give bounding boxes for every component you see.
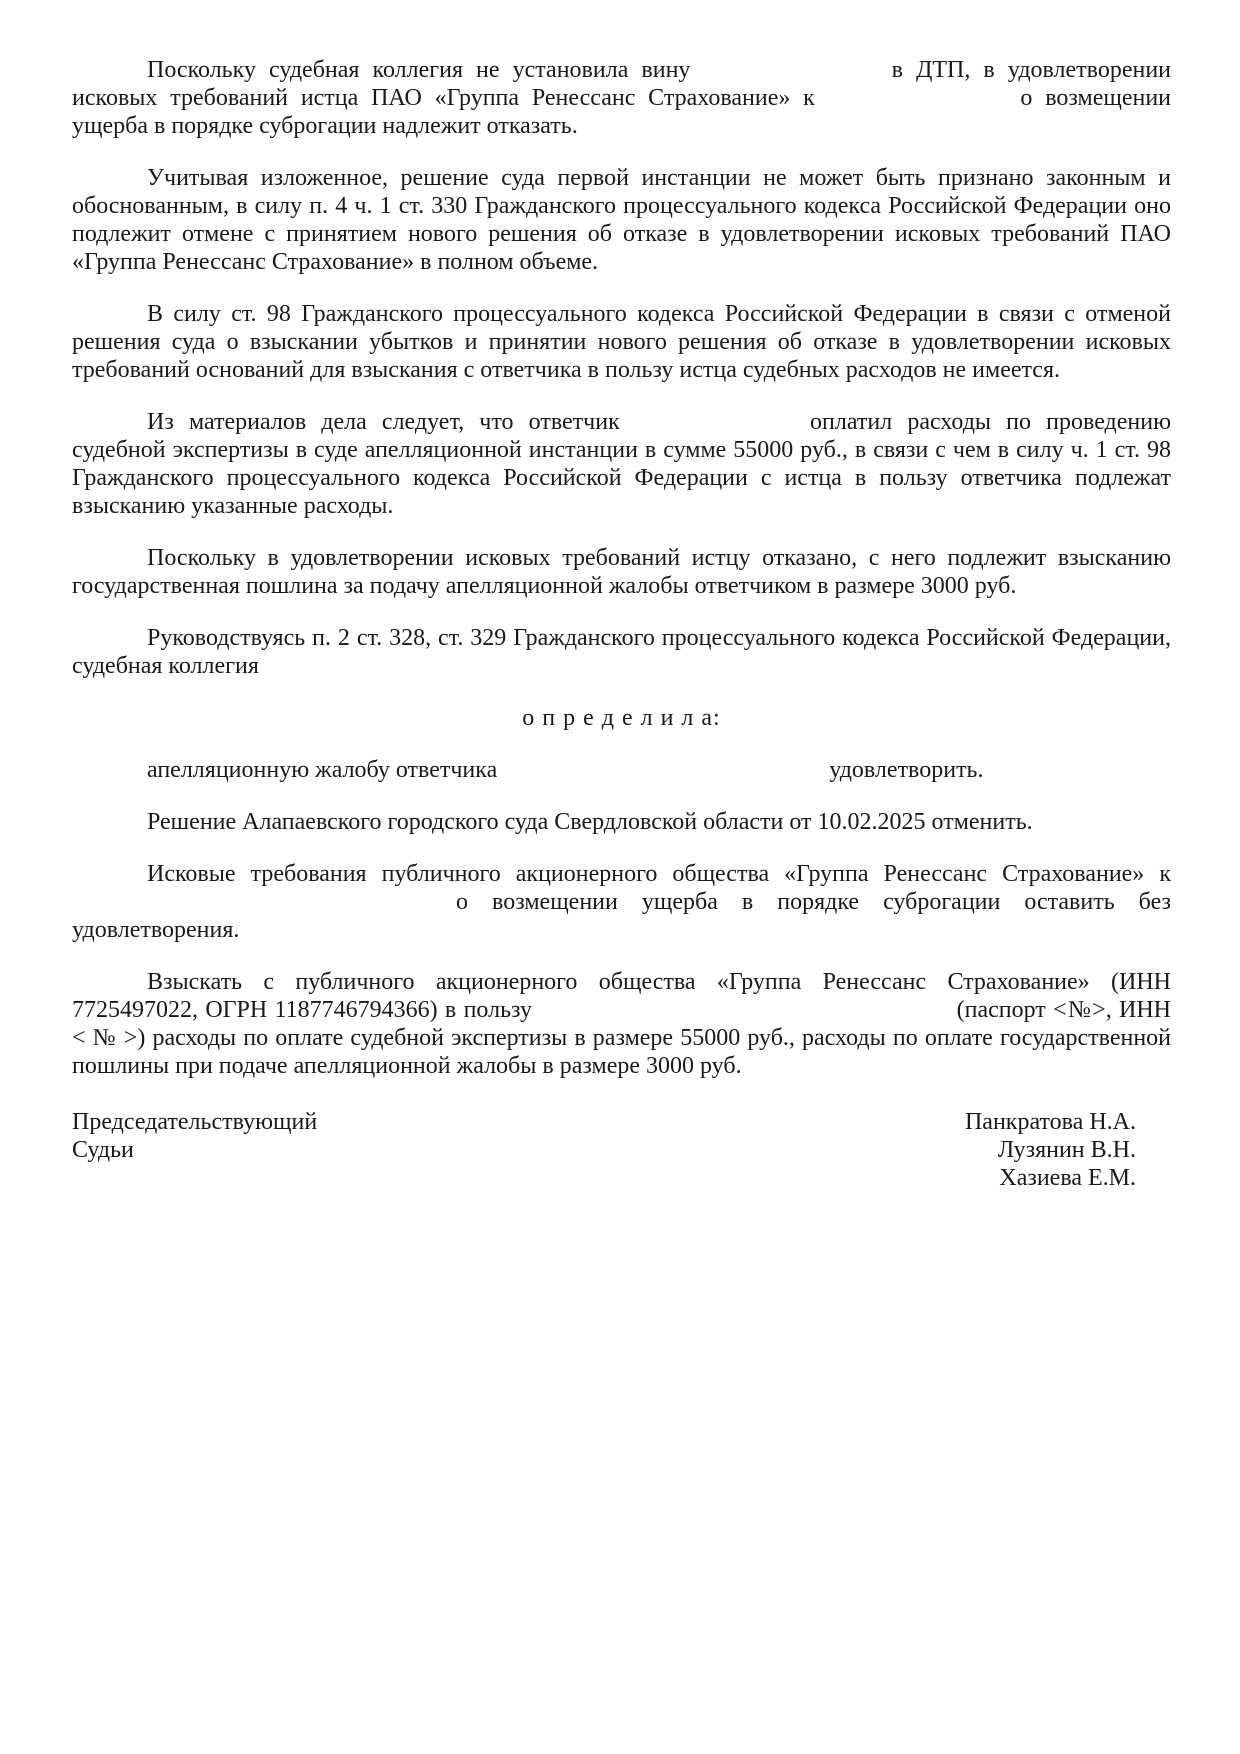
p9-text-b: о возмещении ущерба в порядке суброгации оставить без удовлетворения. xyxy=(72,889,1172,943)
paragraph-fault-not-established xyxy=(72,56,1171,140)
judge1-name: Лузянин В.Н. xyxy=(997,1137,1136,1163)
p1-text-b: в ДТП, в удовлетворении исковых требований истца ПАО «Группа Ренессанс Страхование» к xyxy=(72,57,1172,111)
signature-labels xyxy=(72,1108,317,1192)
chair-label: Председательствующий xyxy=(72,1109,318,1135)
paragraph-expertise-costs xyxy=(72,408,1171,520)
p7-text-b: удовлетворить. xyxy=(829,757,984,783)
p2-text: Учитывая изложенное, решение суда первой инстанции не может быть признано законным и обоснованным, в силу п. 4 ч. 1 ст. 330 Гражданского процессуального кодекса Российской Федерации оно подлежит отмене с принятием нового решения об отказе в удовлетворении исковых требований ПАО «Группа Ренессанс Страхование» в полном объеме. xyxy=(72,165,1171,275)
ruling-heading: о п р е д е л и л а: xyxy=(522,705,721,731)
signature-block xyxy=(72,1108,1136,1192)
p7-text-a: апелляционную жалобу ответчика xyxy=(147,757,498,783)
judge2-name: Хазиева Е.М. xyxy=(999,1165,1136,1191)
p8-text: Решение Алапаевского городского суда Свердловской области от 10.02.2025 отменить. xyxy=(147,809,1033,835)
paragraph-claims-rejected xyxy=(72,860,1171,944)
judges-label: Судьи xyxy=(72,1137,134,1163)
p1-text-a: Поскольку судебная коллегия не установила вину xyxy=(147,57,691,83)
paragraph-state-duty xyxy=(72,544,1171,600)
paragraph-recover-costs xyxy=(72,968,1171,1080)
paragraph-decision-cancelled xyxy=(72,808,1171,836)
p5-text: Поскольку в удовлетворении исковых требований истцу отказано, с него подлежит взысканию государственная пошлина за подачу апелляционной жалобы ответчиком в размере 3000 руб. xyxy=(72,545,1171,599)
paragraph-appeal-granted xyxy=(72,756,1171,784)
p4-text-b: оплатил расходы по проведению судебной экспертизы в суде апелляционной инстанции в сумме 55000 руб., в связи с чем в силу ч. 1 ст. 98 Гражданского процессуального кодекса Российской Федерации с истца в пользу ответчика подлежат взысканию указанные расходы. xyxy=(72,409,1172,519)
paragraph-guided-by xyxy=(72,624,1171,680)
paragraph-decision-unlawful xyxy=(72,164,1171,276)
p9-text-a: Исковые требования публичного акционерного общества «Группа Ренессанс Страхование» к xyxy=(147,861,1171,887)
chair-name: Панкратова Н.А. xyxy=(964,1109,1136,1135)
paragraph-court-costs xyxy=(72,300,1171,384)
p3-text: В силу ст. 98 Гражданского процессуального кодекса Российской Федерации в связи с отменой решения суда о взыскании убытков и принятии нового решения об отказе в удовлетворении исковых требований оснований для взыскания с ответчика в пользу истца судебных расходов не имеется. xyxy=(72,301,1171,383)
p1-text-c: о возмещении ущерба в порядке суброгации надлежит отказать. xyxy=(72,85,1172,139)
p4-text-a: Из материалов дела следует, что ответчик xyxy=(147,409,620,435)
p10-text-b: (паспорт <№>, ИНН < № >) расходы по оплате судебной экспертизы в размере 55000 руб., расходы по оплате государственной пошлины при подаче апелляционной жалобы в размере 3000 руб. xyxy=(72,997,1171,1079)
p10-text-a: Взыскать с публичного акционерного общества «Группа Ренессанс Страхование» (ИНН 7725497022, ОГРН 1187746794366) в пользу xyxy=(72,969,1171,1023)
p6-text: Руководствуясь п. 2 ст. 328, ст. 329 Гражданского процессуального кодекса Российской Федерации, судебная коллегия xyxy=(72,625,1171,679)
document-page xyxy=(72,56,1171,1192)
signature-names xyxy=(965,1108,1136,1192)
